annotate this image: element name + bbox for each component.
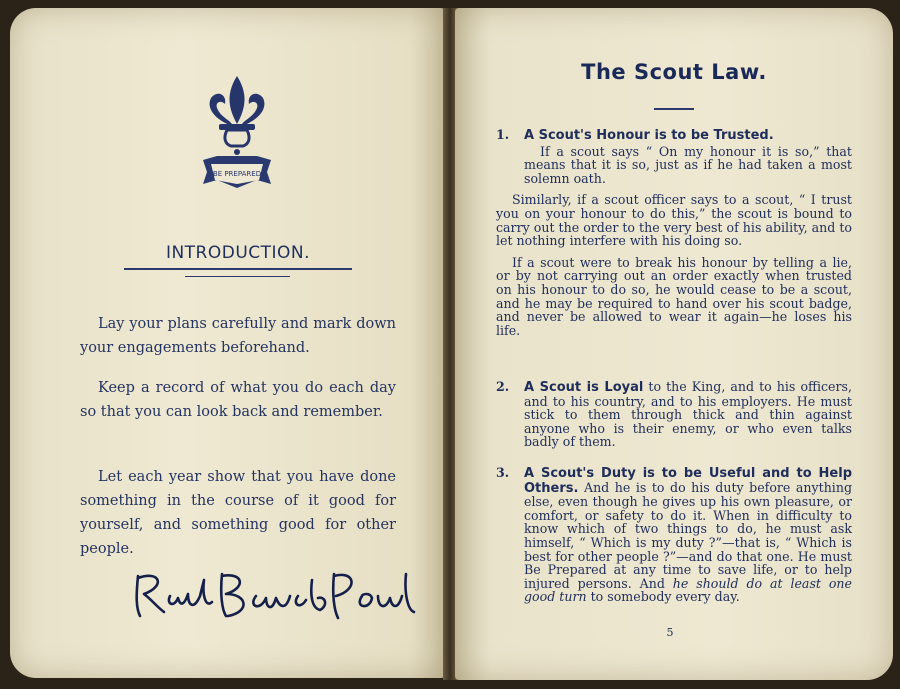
- title-underline-short: [185, 276, 290, 277]
- law-paragraph: Similarly, if a scout officer says to a scout, “ I trust you on your honour to do this,” the scout is bound to carry out the order to the very best of his ability, and to let nothing interfere with his doing so.: [496, 192, 852, 249]
- law-text: to the King, and to his officers, and to his country, and to his employers. He must stick to them through thick and thin against anyone who is their enemy, or who even talks badly of them.: [524, 379, 852, 450]
- law-italic-text: he should do at least one good turn: [524, 575, 852, 605]
- law-item-1: [496, 128, 852, 345]
- intro-title: INTRODUCTION.: [165, 243, 311, 263]
- law-item-3: [496, 466, 852, 612]
- fleur-de-lis-icon: [197, 72, 277, 196]
- law-text: And he is to do his duty before anything else, even though he gives up his own pleasure, or comfort, or safety to do it. When in difficulty to know which of two things to do, he must ask himself, “ Which is my duty ?”—that is, “ Which is best for other people ?”—and do that one. He must Be Prepared at any time to save life, or to help injured persons. And: [524, 479, 853, 591]
- page-number: 5: [666, 626, 674, 639]
- intro-paragraph-2: Keep a record of what you do each day so that you can look back and remember.: [80, 380, 396, 420]
- law-paragraph: If a scout were to break his honour by telling a lie, or by not carrying out an order exactly when trusted on his honour to do so, he would cease to be a scout, and he may be required to hand over his scout badge, and never be allowed to wear it again—he loses his life.: [496, 254, 852, 338]
- title-rule: [654, 108, 694, 110]
- law-paragraph: If a scout says “ On my honour it is so,” that means that it is so, just as if he had taken a most solemn oath.: [524, 143, 852, 186]
- law-number: 1.: [496, 127, 510, 142]
- law-heading: A Scout's Honour is to be Trusted.: [524, 128, 774, 143]
- law-heading: A Scout is Loyal: [524, 380, 644, 395]
- law-item-2: [496, 380, 852, 457]
- title-underline: [124, 268, 352, 270]
- law-text-tail: to somebody every day.: [590, 589, 740, 605]
- law-heading: A Scout's Duty is to be Useful and to Help Others.: [524, 466, 852, 496]
- scout-law-title: The Scout Law.: [581, 60, 767, 84]
- law-number: 2.: [496, 379, 510, 394]
- signature-text: Robert Baden-Powell: [130, 566, 141, 567]
- intro-paragraph-3: Let each year show that you have done something in the course of it good for yourself, and something good for other people.: [80, 469, 396, 557]
- signature: [130, 566, 420, 626]
- emblem-motto: BE PREPARED: [212, 170, 262, 178]
- law-number: 3.: [496, 465, 510, 480]
- intro-paragraph-1: Lay your plans carefully and mark down your engagements beforehand.: [80, 316, 396, 356]
